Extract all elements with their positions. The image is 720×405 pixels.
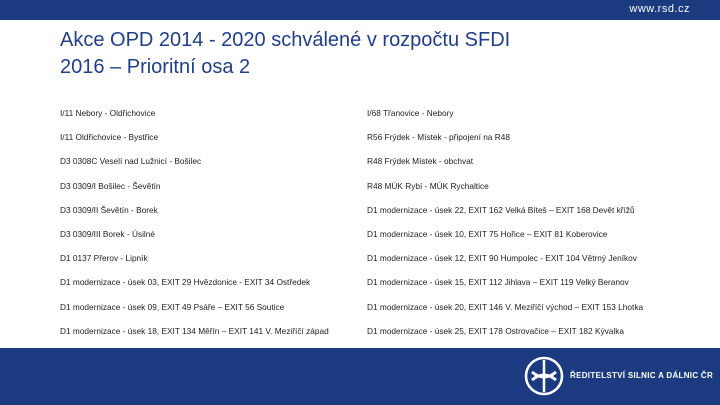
list-item: D1 modernizace - úsek 25, EXIT 178 Ostrovačice – EXIT 182 Kývalka: [367, 325, 625, 336]
list-item: D1 modernizace - úsek 20, EXIT 146 V. Meziříčí východ – EXIT 153 Lhotka: [367, 301, 644, 312]
list-item: D1 modernizace - úsek 10, EXIT 75 Hořice – EXIT 81 Koberovice: [367, 228, 608, 239]
list-item: I/11 Nebory - Oldřichovice: [60, 108, 156, 118]
organization-name: ŘEDITELSTVÍ SILNIC A DÁLNIC ČR: [570, 371, 714, 380]
list-item: D1 0137 Přerov - Lipník: [60, 253, 148, 264]
list-item: I/11 Oldřichovice - Bystřice: [60, 132, 159, 143]
list-item: R48 Frýdek Místek - obchvat: [367, 156, 474, 167]
site-url[interactable]: www.rsd.cz: [629, 3, 690, 15]
list-item: D1 modernizace - úsek 15, EXIT 112 Jihlava – EXIT 119 Velký Beranov: [367, 277, 629, 288]
title-line-2: 2016 – Prioritní osa 2: [60, 56, 251, 78]
list-item: D3 0309/II Ševětín - Borek: [60, 204, 158, 215]
list-item: R48 MÚK Rybí - MÚK Rychaltice: [367, 180, 489, 191]
list-item: R56 Frýdek - Místek - připojení na R48: [367, 132, 510, 143]
rsd-logo-icon: [524, 356, 564, 396]
list-item: I/68 Třanovice - Nebory: [367, 108, 454, 118]
project-list-right: [367, 108, 687, 350]
list-item: D3 0309/III Borek - Úsilné: [60, 228, 155, 239]
list-item: D1 modernizace - úsek 18, EXIT 134 Měřín – EXIT 141 V. Meziříčí západ: [60, 325, 329, 336]
project-list-left: [60, 108, 360, 350]
list-item: D1 modernizace - úsek 09, EXIT 49 Psáře – EXIT 56 Soutice: [60, 301, 285, 312]
page-title: [60, 27, 660, 81]
list-item: D1 modernizace - úsek 22, EXIT 162 Velká Bíteš – EXIT 168 Devět křížů: [367, 204, 635, 215]
top-bar: [0, 0, 720, 20]
list-item: D1 modernizace - úsek 03, EXIT 29 Hvězdonice - EXIT 34 Ostředek: [60, 277, 311, 288]
list-item: D3 0309/I Bošilec - Ševětín: [60, 180, 161, 191]
list-item: D1 modernizace - úsek 12, EXIT 90 Humpolec - EXIT 104 Větrný Jeníkov: [367, 253, 637, 264]
list-item: D3 0308C Veselí nad Lužnicí - Bošilec: [60, 156, 202, 167]
title-line-1: Akce OPD 2014 - 2020 schválené v rozpočtu SFDI: [60, 29, 511, 51]
